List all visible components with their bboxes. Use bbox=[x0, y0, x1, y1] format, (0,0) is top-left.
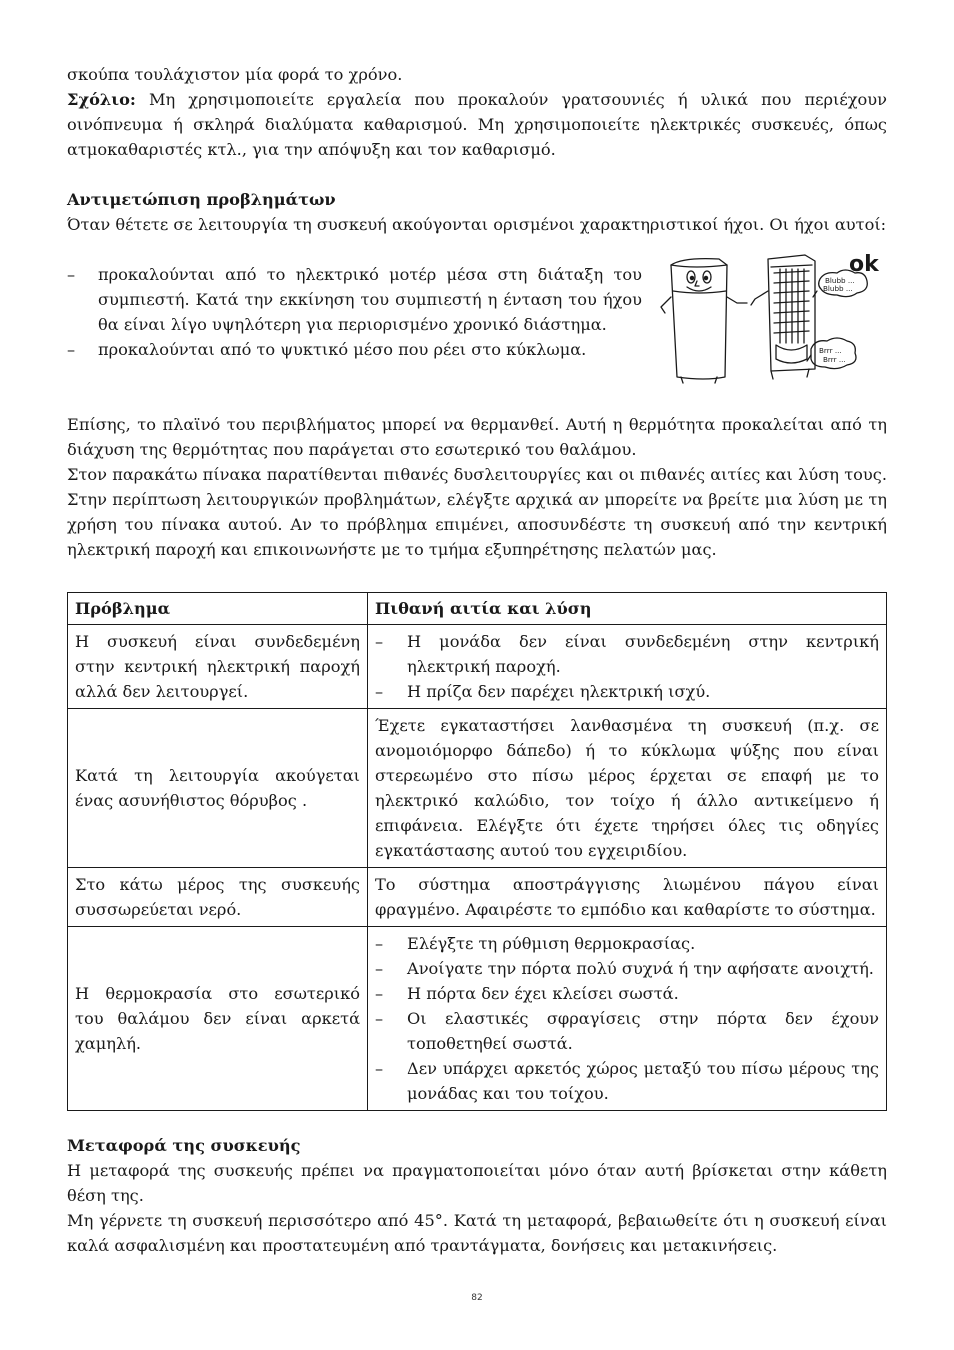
column-header: Πιθανή αιτία και λύση bbox=[368, 593, 887, 625]
table-row bbox=[68, 709, 887, 868]
list-item: – Ελέγξτε τη ρύθμιση θερμοκρασίας. bbox=[375, 934, 696, 953]
table-row bbox=[68, 868, 887, 927]
table-row bbox=[68, 927, 887, 1111]
table-header-row bbox=[68, 593, 887, 625]
cleaning-end-line: σκούπα τουλάχιστον μία φορά το χρόνο. bbox=[67, 65, 403, 84]
problem-cell: Η συσκευή είναι συνδεδεμένη στην κεντρική ηλεκτρική παροχή αλλά δεν λειτουργεί. bbox=[68, 625, 368, 709]
bubble-text: Brrr ... bbox=[823, 355, 846, 364]
solution-cell: Έχετε εγκαταστήσει λανθασμένα τη συσκευή (π.χ. σε ανομοιόμορφο δάπεδο) ή το κύκλωμα ψύξης που είναι στερεωμένο στο πίσω μέρος έρχεται σε επαφή με το ηλεκτρικό καλώδιο, τον τοίχο ή άλλο αντικείμενο ή επιφάνεια. Ελέγξτε ότι έχετε τηρήσει όλες τις οδηγίες εγκατάστασης αυτού του εγχειριδίου. bbox=[368, 709, 887, 868]
transport-paragraph: Η μεταφορά της συσκευής πρέπει να πραγματοποιείται μόνο όταν αυτή βρίσκεται στην κάθετη θέση της. bbox=[67, 1161, 887, 1205]
transport-paragraph: Μη γέρνετε τη συσκευή περισσότερο από 45°. Κατά τη μεταφορά, βεβαιωθείτε ότι η συσκευή είναι καλά ασφαλισμένη και προστατευμένη από τραντάγματα, δονήσεις και μετακινήσεις. bbox=[67, 1211, 887, 1255]
document-page bbox=[67, 62, 887, 1258]
note-text: Μη χρησιμοποιείτε εργαλεία που προκαλούν γρατσουνιές ή υλικά που περιέχουν οινόπνευμα ή σκληρά διαλύματα καθαρισμού. Μη χρησιμοποιείτε ηλεκτρικές συσκευές, όπως ατμοκαθαριστές κτλ., για την απόψυξη και τον καθαρισμό. bbox=[67, 90, 887, 159]
list-item: – Η πρίζα δεν παρέχει ηλεκτρική ισχύ. bbox=[375, 682, 711, 701]
solution-cell bbox=[368, 927, 887, 1111]
problem-cell: Η θερμοκρασία στο εσωτερικό του θαλάμου δεν είναι αρκετά χαμηλή. bbox=[68, 927, 368, 1111]
note-label: Σχόλιο: bbox=[67, 90, 136, 109]
problem-cell: Στο κάτω μέρος της συσκευής συσσωρεύεται νερό. bbox=[68, 868, 368, 927]
column-header: Πρόβλημα bbox=[68, 593, 368, 625]
page-number: 82 bbox=[471, 1293, 483, 1303]
bubble-text: Brrr ... bbox=[819, 346, 842, 355]
list-item: – Δεν υπάρχει αρκετός χώρος μεταξύ του πίσω μέρους της μονάδας και του τοίχου. bbox=[375, 1059, 879, 1103]
table-row bbox=[68, 625, 887, 709]
sounds-intro: Όταν θέτετε σε λειτουργία τη συσκευή ακούγονται ορισμένοι χαρακτηριστικοί ήχοι. Οι ήχοι αυτοί: bbox=[67, 215, 887, 234]
fridge-cartoon-illustration bbox=[655, 251, 889, 391]
transport-heading: Μεταφορά της συσκευής bbox=[67, 1136, 301, 1155]
ok-label: ok bbox=[849, 252, 879, 277]
heat-paragraph: Επίσης, το πλαϊνό του περιβλήματος μπορεί να θερμανθεί. Αυτή η θερμότητα προκαλείται από τη διάχυση της θερμότητας που παράγεται στο εσωτερικό του θαλάμου. bbox=[67, 415, 887, 459]
troubleshooting-table bbox=[67, 592, 887, 1111]
list-item: – Ανοίγατε την πόρτα πολύ συχνά ή την αφήσατε ανοιχτή. bbox=[375, 959, 874, 978]
solution-cell: Το σύστημα αποστράγγισης λιωμένου πάγου είναι φραγμένο. Αφαιρέστε το εμπόδιο και καθαρίστε το σύστημα. bbox=[368, 868, 887, 927]
list-item: – Οι ελαστικές σφραγίσεις στην πόρτα δεν έχουν τοποθετηθεί σωστά. bbox=[375, 1009, 879, 1053]
sounds-section bbox=[67, 252, 887, 387]
table-intro-paragraph: Στον παρακάτω πίνακα παρατίθενται πιθανές δυσλειτουργίες και οι πιθανές αιτίες και λύση τους. Στην περίπτωση λειτουργικών προβλημάτων, ελέγξτε αρχικά αν μπορείτε να βρείτε μια λύση με τη χρήση του πίνακα αυτού. Αν το πρόβλημα επιμένει, αποσυνδέστε τη συσκευή από την κεντρική ηλεκτρική παροχή και επικοινωνήστε με το τμήμα εξυπηρέτησης πελατών μας. bbox=[67, 465, 887, 559]
list-item: – Η μονάδα δεν είναι συνδεδεμένη στην κεντρική ηλεκτρική παροχή. bbox=[375, 632, 879, 676]
note-paragraph bbox=[67, 87, 887, 162]
list-item: – προκαλούνται από το ηλεκτρικό μοτέρ μέσα στη διάταξη του συμπιεστή. Κατά την εκκίνηση του συμπιεστή η ένταση του ήχου θα είναι λίγο υψηλότερη για περιορισμένο χρονικό διάστημα. bbox=[67, 265, 642, 334]
sounds-list bbox=[67, 262, 642, 362]
list-item: – Η πόρτα δεν έχει κλείσει σωστά. bbox=[375, 984, 679, 1003]
problem-cell: Κατά τη λειτουργία ακούγεται ένας ασυνήθιστος θόρυβος . bbox=[68, 709, 368, 868]
solution-cell bbox=[368, 625, 887, 709]
bubble-text: Blubb ... bbox=[823, 284, 853, 293]
bubble-text: Blubb ... bbox=[825, 276, 855, 285]
troubleshooting-heading: Αντιμετώπιση προβλημάτων bbox=[67, 190, 336, 209]
list-item: – προκαλούνται από το ψυκτικό μέσο που ρέει στο κύκλωμα. bbox=[67, 340, 587, 359]
